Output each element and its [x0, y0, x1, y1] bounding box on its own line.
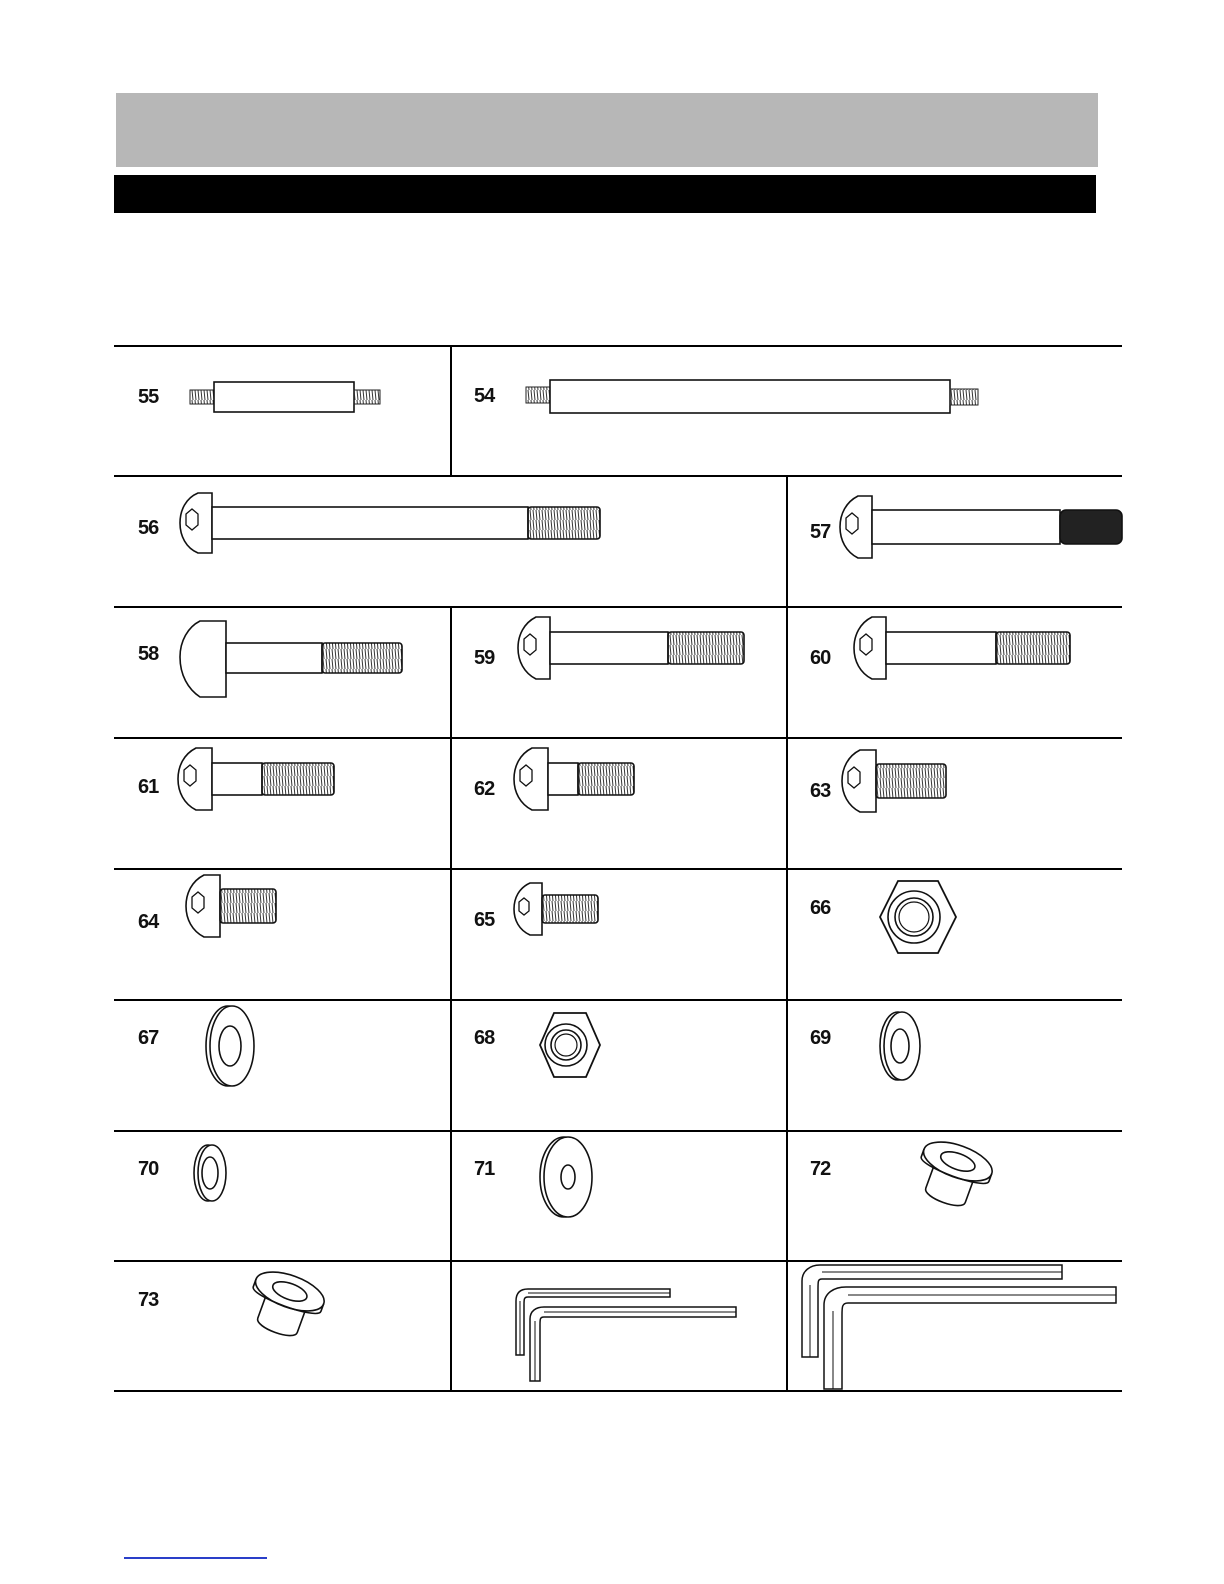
part-number: 54	[474, 385, 495, 407]
part-number: 59	[474, 647, 495, 669]
part-cell-58	[114, 607, 450, 737]
part-cell-71	[450, 1131, 786, 1261]
part-cell-61	[114, 738, 450, 868]
part-cell-64	[114, 869, 450, 999]
part-number: 71	[474, 1158, 495, 1180]
part-number: 69	[810, 1027, 831, 1049]
part-cell-55	[114, 345, 450, 475]
header-black-band	[114, 175, 1096, 213]
flange-bushing-icon	[912, 1137, 996, 1213]
part-number: 55	[138, 386, 159, 408]
header-gray-band	[116, 93, 1098, 167]
part-number: 64	[138, 911, 159, 933]
long-button-head-bolt-icon	[178, 490, 618, 560]
part-number: 70	[138, 1158, 159, 1180]
part-number: 67	[138, 1027, 159, 1049]
part-number: 72	[810, 1158, 831, 1180]
button-head-bolt-icon	[840, 748, 960, 818]
part-cell-57	[786, 476, 1122, 606]
flat-washer-icon	[202, 1002, 262, 1092]
part-number: 57	[810, 521, 831, 543]
part-number: 73	[138, 1289, 159, 1311]
part-cell-59	[450, 607, 786, 737]
allen-wrench-pair-large-icon	[800, 1261, 1120, 1391]
button-head-bolt-icon	[512, 746, 652, 816]
part-cell-73	[114, 1261, 450, 1391]
part-cell-68	[450, 1000, 786, 1130]
threaded-rod-long-icon	[524, 380, 994, 420]
button-head-bolt-icon	[516, 615, 756, 685]
part-cell-66	[786, 869, 1122, 999]
part-number: 56	[138, 517, 159, 539]
bottom-link-underline	[124, 1557, 267, 1559]
button-head-bolt-icon	[176, 746, 376, 816]
part-cell-56	[114, 476, 786, 606]
part-number: 58	[138, 643, 159, 665]
part-number: 66	[810, 897, 831, 919]
tool-cell-wrench-large	[786, 1261, 1122, 1391]
part-cell-65	[450, 869, 786, 999]
flange-bushing-icon	[244, 1267, 328, 1343]
button-head-bolt-icon	[838, 494, 1128, 564]
part-number: 60	[810, 647, 831, 669]
part-number: 61	[138, 776, 159, 798]
tool-cell-wrench-small	[450, 1261, 786, 1391]
part-cell-62	[450, 738, 786, 868]
hardware-parts-table	[114, 345, 1122, 1391]
button-head-bolt-icon	[852, 615, 1092, 685]
part-cell-60	[786, 607, 1122, 737]
part-number: 62	[474, 778, 495, 800]
lock-nut-icon	[538, 1010, 602, 1080]
part-cell-70	[114, 1131, 450, 1261]
part-number: 63	[810, 780, 831, 802]
flat-washer-icon	[192, 1141, 232, 1205]
large-flat-washer-icon	[538, 1133, 598, 1217]
threaded-rod-short-icon	[188, 380, 388, 420]
part-number: 65	[474, 909, 495, 931]
button-head-bolt-icon	[184, 873, 304, 943]
flat-washer-icon	[878, 1008, 928, 1084]
lock-nut-icon	[878, 877, 958, 957]
carriage-bolt-icon	[178, 619, 418, 699]
button-head-bolt-icon	[512, 881, 612, 941]
allen-wrench-pair-small-icon	[496, 1275, 736, 1385]
part-cell-72	[786, 1131, 1122, 1261]
part-cell-69	[786, 1000, 1122, 1130]
part-cell-63	[786, 738, 1122, 868]
part-number: 68	[474, 1027, 495, 1049]
part-cell-54	[450, 345, 1122, 475]
part-cell-67	[114, 1000, 450, 1130]
